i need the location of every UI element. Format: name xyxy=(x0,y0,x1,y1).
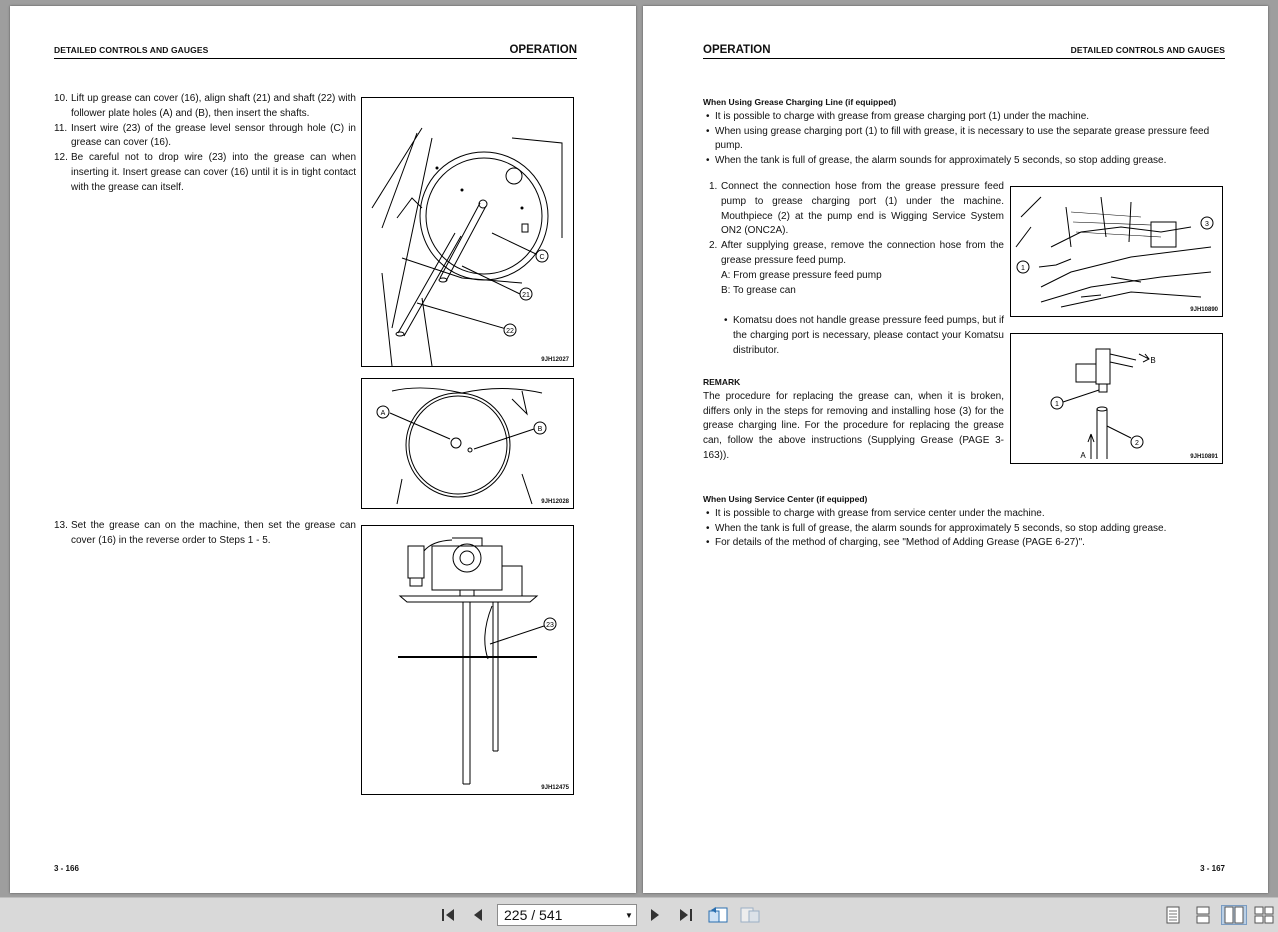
header-chapter-title: OPERATION xyxy=(703,44,771,56)
callout-label: 1 xyxy=(1055,401,1059,408)
right-page-header xyxy=(703,40,1225,59)
bullet-item: • It is possible to charge with grease from service center under the machine. xyxy=(703,507,1228,522)
callout-label: B xyxy=(537,426,543,433)
bullet-item: • When the tank is full of grease, the alarm sounds for approximately 5 seconds, so stop adding grease. xyxy=(703,154,1228,169)
figure-grease-can-cover xyxy=(361,97,574,367)
first-page-icon[interactable] xyxy=(438,905,460,925)
section-title: When Using Grease Charging Line (if equipped) xyxy=(703,97,897,107)
continuous-facing-view-icon[interactable] xyxy=(1253,905,1275,925)
charging-steps xyxy=(709,180,1004,298)
figure-id: 9JH10891 xyxy=(1190,454,1218,460)
previous-view-icon[interactable] xyxy=(706,905,730,925)
callout-label: 23 xyxy=(546,622,554,629)
bullet-item: • When using grease charging port (1) to fill with grease, it is necessary to use the separate grease pressure feed pump. xyxy=(703,125,1228,155)
viewer-toolbar xyxy=(0,897,1278,932)
step-13 xyxy=(54,519,356,549)
step-item: 11. Insert wire (23) of the grease level sensor through hole (C) in grease can cover (16). xyxy=(54,122,356,149)
left-page-header xyxy=(54,40,577,59)
figure-id: 9JH12028 xyxy=(541,499,569,505)
callout-label: 2 xyxy=(1135,440,1139,447)
bullet-item: • It is possible to charge with grease from grease charging port (1) under the machine. xyxy=(703,110,1228,125)
page-number-value: 225 / 541 xyxy=(504,907,563,923)
header-chapter-title: OPERATION xyxy=(509,44,577,56)
note-block xyxy=(721,314,1004,358)
callout-label: A xyxy=(1080,451,1086,460)
right-document-page xyxy=(643,6,1268,893)
callout-label: 1 xyxy=(1021,265,1025,272)
remark-text: The procedure for replacing the grease can, when it is broken, differs only in the steps for removing and installing hose (3) for the grease charging line. For the procedure for replacing the grease can, follow the above instructions (Supplying Grease (PAGE 3-163)). xyxy=(703,390,1004,461)
steps-10-12 xyxy=(54,92,356,196)
figure-id: 9JH10890 xyxy=(1190,307,1218,313)
last-page-icon[interactable] xyxy=(674,905,696,925)
next-view-icon[interactable] xyxy=(738,905,762,925)
chevron-down-icon[interactable]: ▼ xyxy=(625,910,633,920)
figure-id: 9JH12475 xyxy=(541,785,569,791)
callout-label: 3 xyxy=(1205,221,1209,228)
section-title: When Using Service Center (if equipped) xyxy=(703,494,868,504)
figure-grease-can-assembly xyxy=(361,525,574,795)
figure-follower-plate xyxy=(361,378,574,509)
previous-page-icon[interactable] xyxy=(467,905,489,925)
charging-port-drawing xyxy=(1011,187,1222,316)
next-page-icon[interactable] xyxy=(644,905,666,925)
step-item: 12. Be careful not to drop wire (23) into the grease can when inserting it. Insert grease can cover (16) until it is in tight contact with the grease can itself. xyxy=(54,152,356,193)
figure-id: 9JH12027 xyxy=(541,357,569,363)
follower-plate-drawing xyxy=(362,379,573,508)
step-item: 1. Connect the connection hose from the grease pressure feed pump to grease charging port (1) under the machine. Mouthpiece (2) at the pump end is Wigging Service System ON2 (ONC2A). xyxy=(709,181,1004,237)
figure-hose-connection xyxy=(1010,333,1223,464)
callout-label: 22 xyxy=(506,328,514,335)
header-section-title: DETAILED CONTROLS AND GAUGES xyxy=(54,45,209,55)
figure-charging-port-location xyxy=(1010,186,1223,317)
continuous-view-icon[interactable] xyxy=(1192,905,1214,925)
bullet-item: • When the tank is full of grease, the alarm sounds for approximately 5 seconds, so stop adding grease. xyxy=(703,522,1228,537)
bullet-item: • For details of the method of charging, see "Method of Adding Grease (PAGE 6-27)". xyxy=(703,536,1228,551)
legend-a: A: From grease pressure feed pump xyxy=(721,269,882,281)
callout-label: A xyxy=(380,410,386,417)
note-text: • Komatsu does not handle grease pressure feed pumps, but if the charging port is necessary, please contact your Komatsu distributor. xyxy=(721,314,1004,358)
legend-b: B: To grease can xyxy=(721,284,796,296)
grease-can-assembly-drawing xyxy=(362,526,573,794)
remark-title: REMARK xyxy=(703,377,741,387)
page-number: 3 - 166 xyxy=(54,864,79,873)
remark-block xyxy=(703,375,1004,464)
callout-label: C xyxy=(539,254,545,261)
page-number-field[interactable] xyxy=(497,904,637,926)
callout-label: 21 xyxy=(522,292,530,299)
single-page-view-icon[interactable] xyxy=(1162,905,1184,925)
header-section-title: DETAILED CONTROLS AND GAUGES xyxy=(1070,45,1225,55)
page-number: 3 - 167 xyxy=(1200,864,1225,873)
step-item: 13. Set the grease can on the machine, then set the grease can cover (16) in the reverse order to Steps 1 - 5. xyxy=(54,520,356,546)
grease-can-cover-drawing xyxy=(362,98,573,366)
section-grease-charging-line xyxy=(703,95,1228,169)
callout-label: B xyxy=(1150,356,1156,365)
hose-connection-drawing xyxy=(1011,334,1222,463)
section-service-center xyxy=(703,492,1228,551)
left-document-page xyxy=(10,6,636,893)
step-item: 2. After supplying grease, remove the connection hose from the grease pressure feed pump. xyxy=(709,240,1004,266)
facing-pages-view-icon[interactable] xyxy=(1221,905,1247,925)
step-item: 10. Lift up grease can cover (16), align shaft (21) and shaft (22) with follower plate holes (A) and (B), then insert the shafts. xyxy=(54,93,356,119)
